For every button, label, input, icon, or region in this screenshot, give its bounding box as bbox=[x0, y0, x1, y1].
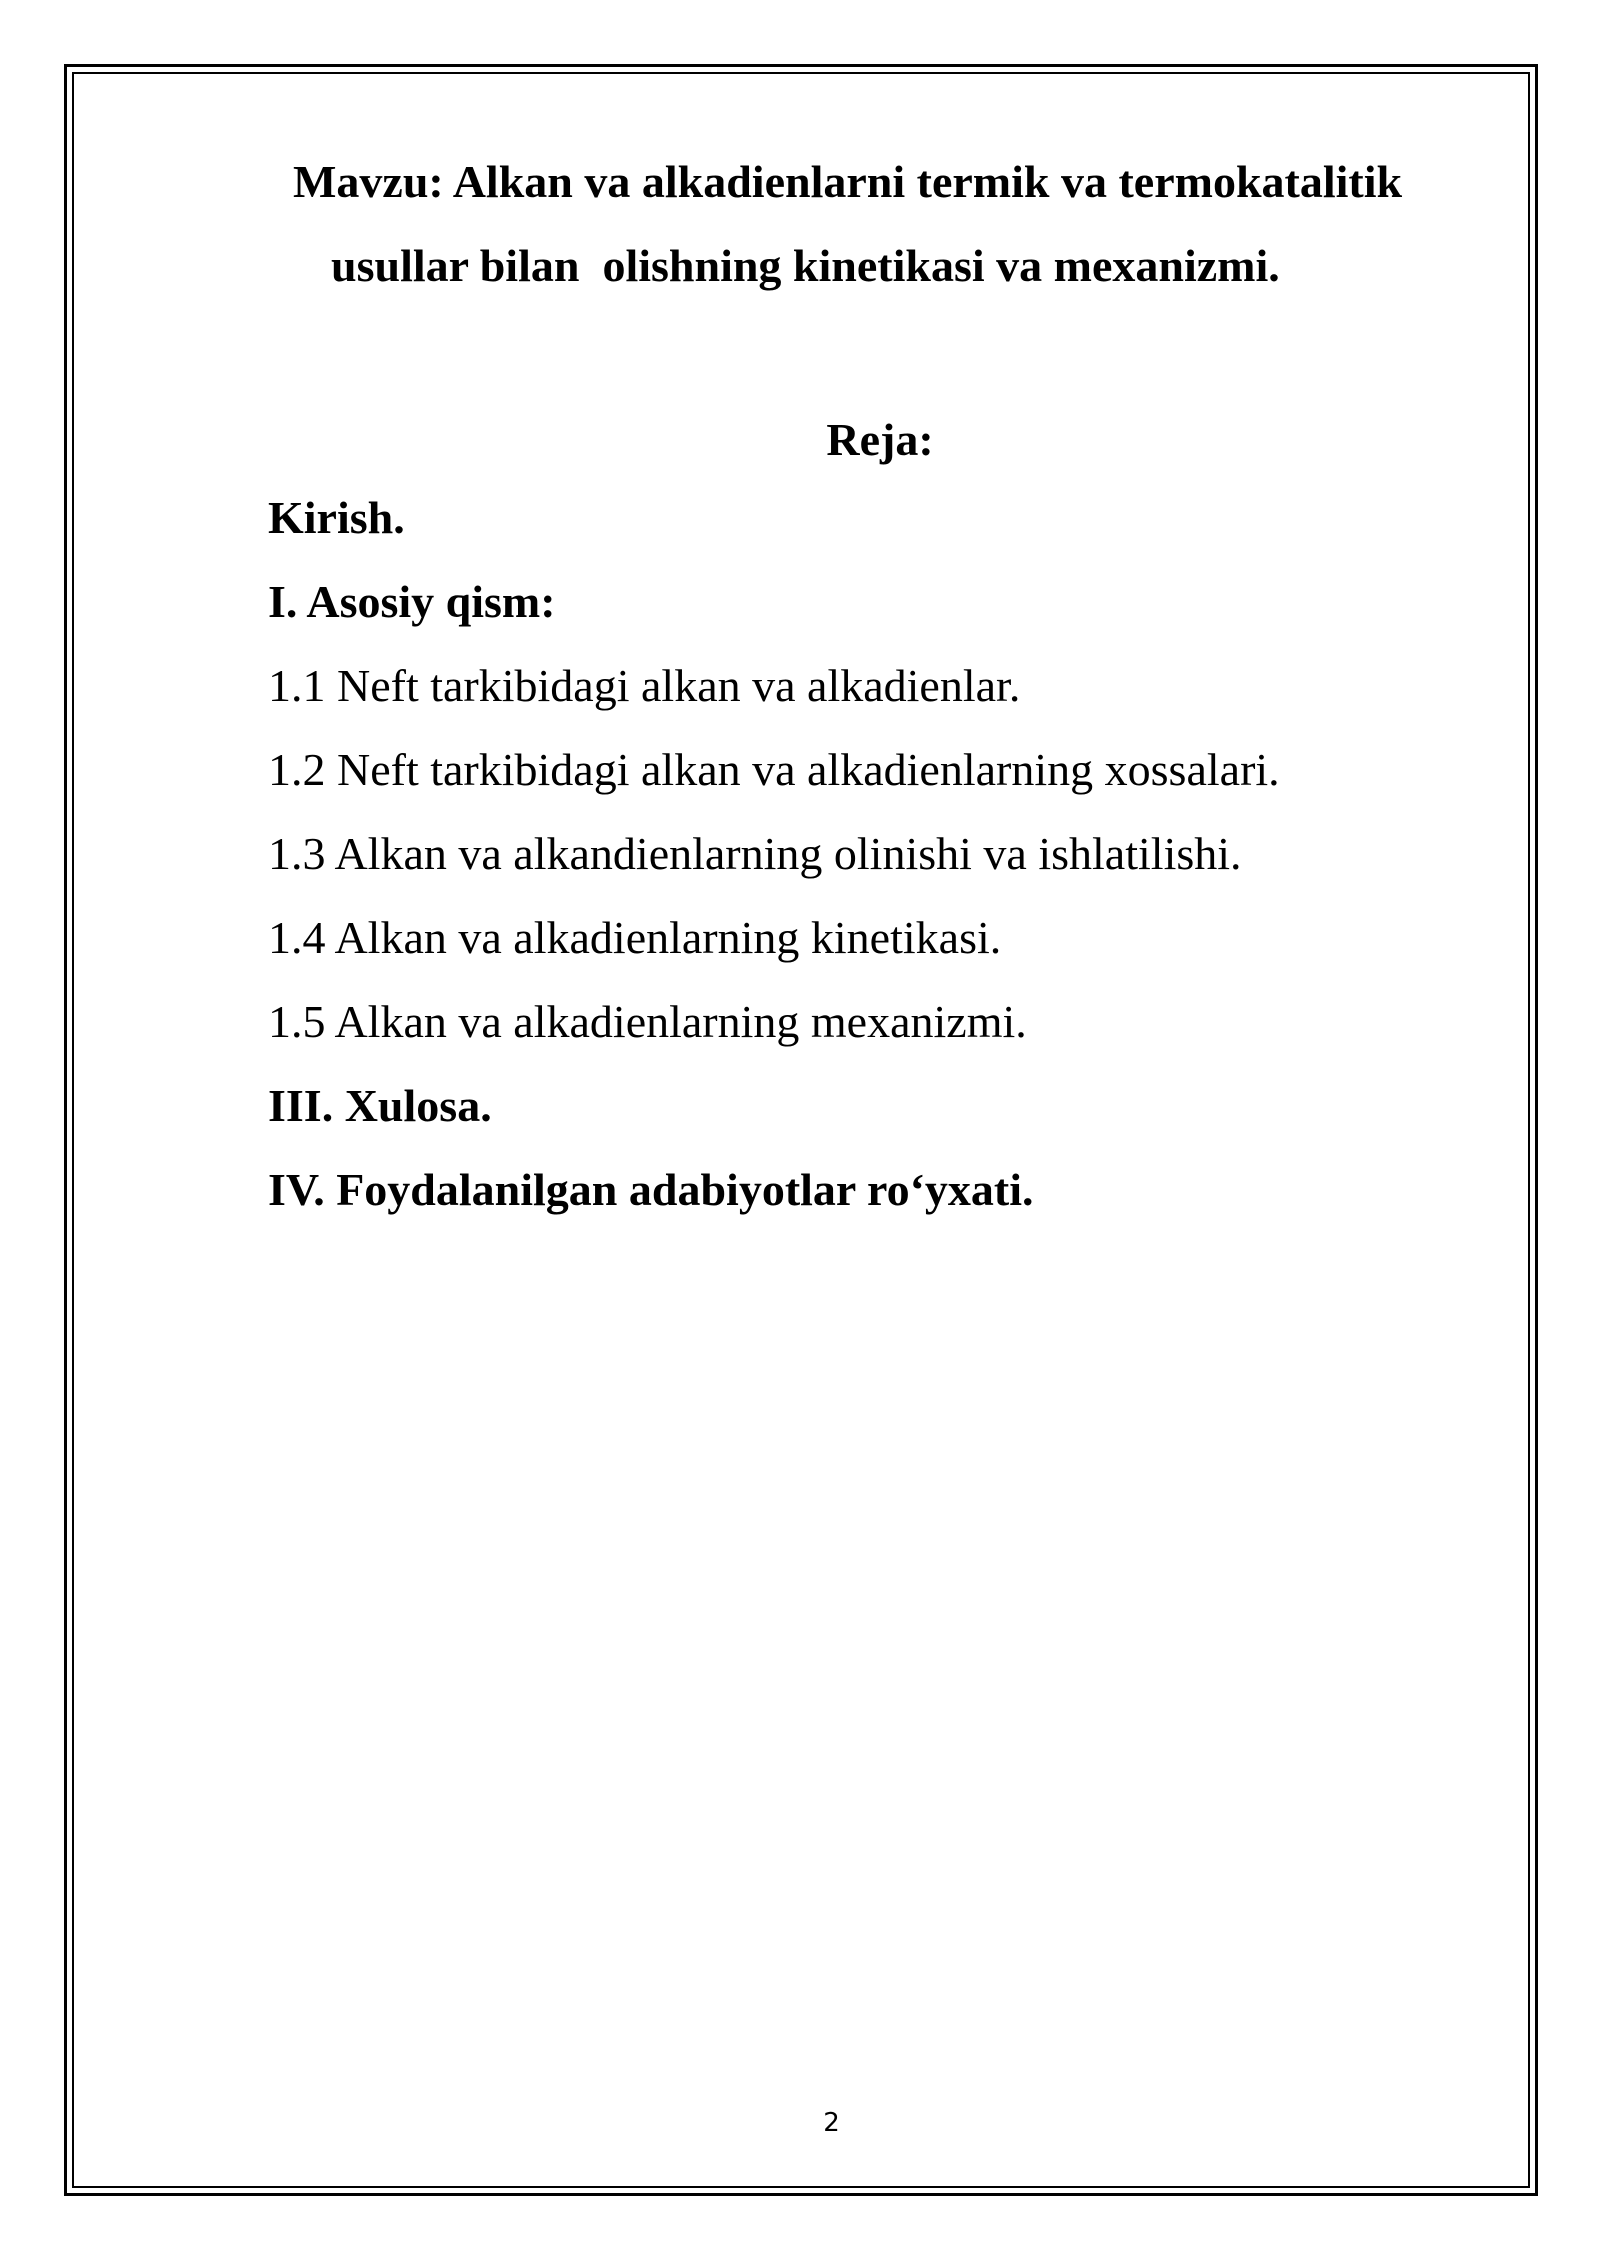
outline-item-1-5: 1.5 Alkan va alkadienlarning mexanizmi. bbox=[268, 996, 1027, 1047]
outline-item-introduction: Kirish. bbox=[268, 492, 405, 543]
outline-item-1-4: 1.4 Alkan va alkadienlarning kinetikasi. bbox=[268, 912, 1002, 963]
outline-item-1-3: 1.3 Alkan va alkandienlarning olinishi va ishlatilishi. bbox=[268, 828, 1242, 879]
outline-list bbox=[268, 476, 1280, 1232]
page-number: 2 bbox=[823, 2108, 840, 2138]
outline-item-conclusion: III. Xulosa. bbox=[268, 1080, 492, 1131]
plan-heading: Reja: bbox=[826, 414, 934, 465]
outline-item-references: IV. Foydalanilgan adabiyotlar ro‘yxati. bbox=[268, 1164, 1034, 1215]
outline-item-main-part: I. Asosiy qism: bbox=[268, 576, 556, 627]
outline-item-1-1: 1.1 Neft tarkibidagi alkan va alkadienlar. bbox=[268, 660, 1021, 711]
document-title bbox=[200, 140, 1500, 308]
outline-item-1-2: 1.2 Neft tarkibidagi alkan va alkadienlarning xossalari. bbox=[268, 744, 1280, 795]
title-line-1: Mavzu: Alkan va alkadienlarni termik va termokatalitik bbox=[293, 156, 1403, 207]
title-line-2: usullar bilan olishning kinetikasi va mexanizmi. bbox=[331, 240, 1280, 291]
